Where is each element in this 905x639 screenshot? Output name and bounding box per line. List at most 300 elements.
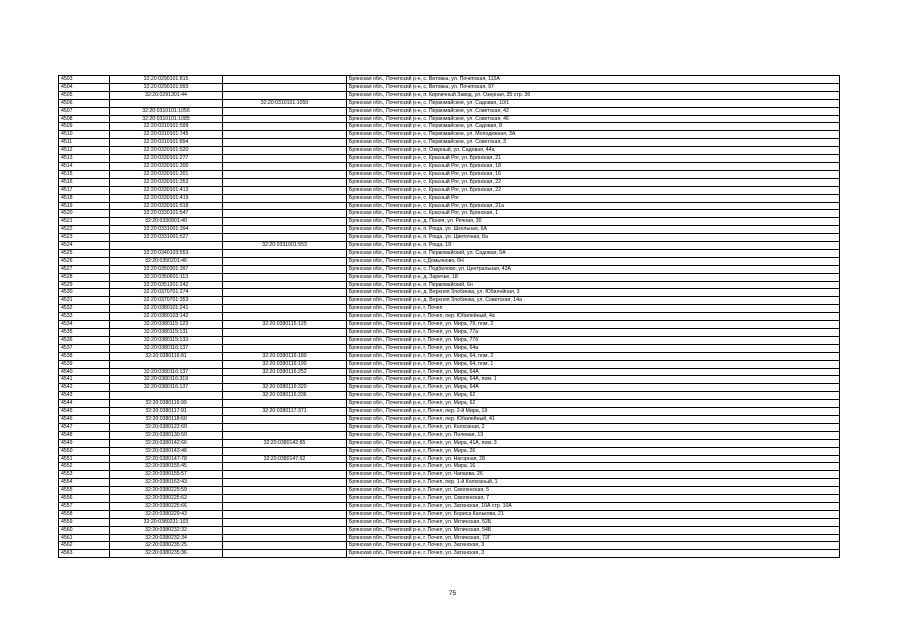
row-number-cell: 4552 bbox=[59, 463, 110, 471]
row-number-cell: 4503 bbox=[59, 76, 110, 84]
cadastral-number-cell: 32:20:0380130:50 bbox=[110, 431, 223, 439]
table-row bbox=[59, 518, 840, 526]
row-number-cell: 4529 bbox=[59, 281, 110, 289]
row-number-cell: 4506 bbox=[59, 99, 110, 107]
table-row bbox=[59, 226, 840, 234]
related-cadastral-number-cell bbox=[223, 281, 347, 289]
table-row bbox=[59, 542, 840, 550]
address-cell: Брянская обл., Почепский р-н, д. Поняя, ул. Речная, 30 bbox=[347, 218, 840, 226]
address-cell: Брянская обл., Почепский р-н, г. Почеп, пер. 2-й Мира, 19 bbox=[347, 408, 840, 416]
address-cell: Брянская обл., Почепский р-н, с. Красный Рог bbox=[347, 194, 840, 202]
row-number-cell: 4547 bbox=[59, 423, 110, 431]
related-cadastral-number-cell bbox=[223, 415, 347, 423]
table-row bbox=[59, 455, 840, 463]
related-cadastral-number-cell bbox=[223, 471, 347, 479]
cadastral-number-cell: 32:20:0380122:60 bbox=[110, 423, 223, 431]
table-row bbox=[59, 384, 840, 392]
row-number-cell: 4512 bbox=[59, 147, 110, 155]
address-cell: Брянская обл., Почепский р-н, г. Почеп, ул. Нагорная, 28 bbox=[347, 455, 840, 463]
related-cadastral-number-cell bbox=[223, 162, 347, 170]
table-row bbox=[59, 479, 840, 487]
cadastral-number-cell: 32:20:0310101:1056 bbox=[110, 107, 223, 115]
table-row bbox=[59, 131, 840, 139]
related-cadastral-number-cell bbox=[223, 194, 347, 202]
address-cell: Брянская обл., Почепский р-н, г. Почеп, ул. Мира, 64А, пом. 1 bbox=[347, 376, 840, 384]
table-row bbox=[59, 550, 840, 558]
cadastral-number-cell: 32:20:0370701:274 bbox=[110, 289, 223, 297]
related-cadastral-number-cell bbox=[223, 526, 347, 534]
table-row bbox=[59, 495, 840, 503]
related-cadastral-number-cell bbox=[223, 91, 347, 99]
table-row bbox=[59, 336, 840, 344]
row-number-cell: 4556 bbox=[59, 495, 110, 503]
related-cadastral-number-cell bbox=[223, 139, 347, 147]
table-row bbox=[59, 265, 840, 273]
address-cell: Брянская обл., Почепский р-н, г. Почеп, ул. Полевая, 13 bbox=[347, 431, 840, 439]
table-row bbox=[59, 415, 840, 423]
row-number-cell: 4559 bbox=[59, 518, 110, 526]
table-row bbox=[59, 534, 840, 542]
address-cell: Брянская обл., Почепский р-н, г. Почеп, ул. Колхозная, 2 bbox=[347, 423, 840, 431]
related-cadastral-number-cell: 32:20:0331001:553 bbox=[223, 242, 347, 250]
page-number: 75 bbox=[448, 590, 457, 597]
table-row bbox=[59, 194, 840, 202]
related-cadastral-number-cell: 32:20:0380116:336 bbox=[223, 392, 347, 400]
row-number-cell: 4514 bbox=[59, 162, 110, 170]
related-cadastral-number-cell: 32:20:0380142:85 bbox=[223, 439, 347, 447]
cadastral-number-cell: 32:20:0330101:301 bbox=[110, 170, 223, 178]
address-cell: Брянская обл., Почепский р-н, с. Первомайское, ул. Садовая, 10/1 bbox=[347, 99, 840, 107]
cadastral-number-cell: 32:20:0350601:113 bbox=[110, 273, 223, 281]
row-number-cell: 4540 bbox=[59, 368, 110, 376]
table-row bbox=[59, 234, 840, 242]
cadastral-number-cell: 32:20:0380147:78 bbox=[110, 455, 223, 463]
row-number-cell: 4561 bbox=[59, 534, 110, 542]
row-number-cell: 4548 bbox=[59, 431, 110, 439]
related-cadastral-number-cell: 32:20:0310101:1050 bbox=[223, 99, 347, 107]
row-number-cell: 4550 bbox=[59, 447, 110, 455]
table-row bbox=[59, 289, 840, 297]
related-cadastral-number-cell bbox=[223, 487, 347, 495]
row-number-cell: 4516 bbox=[59, 178, 110, 186]
related-cadastral-number-cell: 32:20:0380116:320 bbox=[223, 384, 347, 392]
cadastral-number-cell: 32:20:0330101:419 bbox=[110, 194, 223, 202]
table-row bbox=[59, 447, 840, 455]
row-number-cell: 4525 bbox=[59, 249, 110, 257]
row-number-cell: 4519 bbox=[59, 202, 110, 210]
cadastral-number-cell bbox=[110, 99, 223, 107]
address-cell: Брянская обл., Почепский р-н, с. Первомайское, ул. Советская, 42 bbox=[347, 107, 840, 115]
address-cell: Брянская обл., Почепский р-н, п. Роща, 19 bbox=[347, 242, 840, 250]
address-cell: Брянская обл., Почепский р-н, г. Почеп, пер. 1-й Колхозный, 1 bbox=[347, 479, 840, 487]
related-cadastral-number-cell: 32:20:0380117:371 bbox=[223, 408, 347, 416]
cadastral-number-cell: 32:20:0380118:60 bbox=[110, 415, 223, 423]
table-row bbox=[59, 281, 840, 289]
related-cadastral-number-cell bbox=[223, 313, 347, 321]
related-cadastral-number-cell: 32:20:0380116:252 bbox=[223, 368, 347, 376]
address-cell: Брянская обл., Почепский р-н, с. Красный Рог, ул. Брянская, 18 bbox=[347, 162, 840, 170]
cadastral-number-cell: 32:20:0290101:993 bbox=[110, 83, 223, 91]
cadastral-number-cell: 32:20:0380229:43 bbox=[110, 510, 223, 518]
address-cell: Брянская обл., Почепский р-н, с.Домьяново, 6Н bbox=[347, 257, 840, 265]
related-cadastral-number-cell bbox=[223, 131, 347, 139]
related-cadastral-number-cell bbox=[223, 210, 347, 218]
row-number-cell: 4521 bbox=[59, 218, 110, 226]
cadastral-number-cell: 32:20:0310101:894 bbox=[110, 139, 223, 147]
cadastral-number-cell: 32:20:0380143:48 bbox=[110, 447, 223, 455]
address-cell: Брянская обл., Почепский р-н, с. Красный Рог, ул. Брянская, 1 bbox=[347, 210, 840, 218]
cadastral-number-cell: 32:20:0330101:353 bbox=[110, 178, 223, 186]
table-row bbox=[59, 107, 840, 115]
cadastral-number-cell: 32:20:0380225:66 bbox=[110, 502, 223, 510]
cadastral-number-cell: 32:20:0380155:45 bbox=[110, 463, 223, 471]
related-cadastral-number-cell bbox=[223, 550, 347, 558]
cadastral-number-cell: 32:20:0320101:520 bbox=[110, 147, 223, 155]
cadastral-number-cell: 32:20:0330901:40 bbox=[110, 218, 223, 226]
row-number-cell: 4511 bbox=[59, 139, 110, 147]
cadastral-number-cell: 32:20:0310101:745 bbox=[110, 131, 223, 139]
related-cadastral-number-cell bbox=[223, 542, 347, 550]
address-cell: Брянская обл., Почепский р-н, г. Почеп, ул. Мира, 64, пом. 2 bbox=[347, 352, 840, 360]
row-number-cell: 4553 bbox=[59, 471, 110, 479]
row-number-cell: 4535 bbox=[59, 329, 110, 337]
row-number-cell: 4558 bbox=[59, 510, 110, 518]
related-cadastral-number-cell bbox=[223, 376, 347, 384]
address-cell: Брянская обл., Почепский р-н, г. Почеп, ул. Бориса Калькова, 21 bbox=[347, 510, 840, 518]
address-cell: Брянская обл., Почепский р-н, с. Витовка, ул. Почепская, 115А bbox=[347, 76, 840, 84]
address-cell: Брянская обл., Почепский р-н, с. Красный Рог, ул. Брянская, 22 bbox=[347, 178, 840, 186]
cadastral-number-cell: 32:20:0330101:277 bbox=[110, 155, 223, 163]
cadastral-number-cell: 32:20:0330101:413 bbox=[110, 186, 223, 194]
address-cell: Брянская обл., Почепский р-н, д. Верхняя Злобинка, ул. Советская, 14а bbox=[347, 297, 840, 305]
related-cadastral-number-cell bbox=[223, 83, 347, 91]
table-row bbox=[59, 155, 840, 163]
table-row bbox=[59, 273, 840, 281]
related-cadastral-number-cell bbox=[223, 273, 347, 281]
address-cell: Брянская обл., Почепский р-н, г. Почеп, ул. Мира, 62 bbox=[347, 392, 840, 400]
address-cell: Брянская обл., Почепский р-н, п. Первомайский, ул. Садовая, 5А bbox=[347, 249, 840, 257]
address-cell: Брянская обл., Почепский р-н, г. Почеп, ул. Мира, 64А bbox=[347, 384, 840, 392]
cadastral-number-cell bbox=[110, 360, 223, 368]
row-number-cell: 4522 bbox=[59, 226, 110, 234]
address-cell: Брянская обл., Почепский р-н, г. Почеп, ул. Затинская, 10А стр. 10А bbox=[347, 502, 840, 510]
cadastral-number-cell: 32:20:0351201:242 bbox=[110, 281, 223, 289]
row-number-cell: 4523 bbox=[59, 234, 110, 242]
related-cadastral-number-cell bbox=[223, 495, 347, 503]
address-cell: Брянская обл., Почепский р-н, с. Первомайское, ул. Молодежная, 3А bbox=[347, 131, 840, 139]
address-cell: Брянская обл., Почепский р-н, п. Роща, ул. Цветочная, 8а bbox=[347, 234, 840, 242]
table-row bbox=[59, 329, 840, 337]
address-cell: Брянская обл., Почепский р-н, г. Почеп bbox=[347, 305, 840, 313]
address-cell: Брянская обл., Почепский р-н, г. Почеп, ул. Смоленская, 7 bbox=[347, 495, 840, 503]
related-cadastral-number-cell bbox=[223, 115, 347, 123]
related-cadastral-number-cell bbox=[223, 76, 347, 84]
related-cadastral-number-cell bbox=[223, 257, 347, 265]
related-cadastral-number-cell bbox=[223, 178, 347, 186]
related-cadastral-number-cell bbox=[223, 155, 347, 163]
cadastral-number-cell: 32:20:0380116:99 bbox=[110, 400, 223, 408]
related-cadastral-number-cell bbox=[223, 305, 347, 313]
table-row bbox=[59, 297, 840, 305]
cadastral-number-cell: 32:20:0380116:319 bbox=[110, 376, 223, 384]
table-row bbox=[59, 352, 840, 360]
row-number-cell: 4505 bbox=[59, 91, 110, 99]
address-cell: Брянская обл., Почепский р-н, д. Заречье, 18 bbox=[347, 273, 840, 281]
related-cadastral-number-cell: 32:20:0380147:92 bbox=[223, 455, 347, 463]
table-row bbox=[59, 526, 840, 534]
cadastral-number-cell: 32:20:0380103:142 bbox=[110, 313, 223, 321]
related-cadastral-number-cell bbox=[223, 234, 347, 242]
address-cell: Брянская обл., Почепский р-н, г. Почеп, ул. Мира, 62 bbox=[347, 400, 840, 408]
related-cadastral-number-cell bbox=[223, 510, 347, 518]
related-cadastral-number-cell bbox=[223, 344, 347, 352]
cadastral-number-cell: 32:20:0330101:547 bbox=[110, 210, 223, 218]
address-cell: Брянская обл., Почепский р-н, п. Первомайский, 6н bbox=[347, 281, 840, 289]
cadastral-number-cell: 32:20:0380155:57 bbox=[110, 471, 223, 479]
table-row bbox=[59, 123, 840, 131]
cadastral-number-cell: 32:20:0380115:131 bbox=[110, 329, 223, 337]
table-row bbox=[59, 487, 840, 495]
row-number-cell: 4551 bbox=[59, 455, 110, 463]
row-number-cell: 4544 bbox=[59, 400, 110, 408]
cadastral-number-cell: 32:20:0290101:815 bbox=[110, 76, 223, 84]
cadastral-number-cell: 32:20:0331001:527 bbox=[110, 234, 223, 242]
table-row bbox=[59, 242, 840, 250]
row-number-cell: 4513 bbox=[59, 155, 110, 163]
address-cell: Брянская обл., Почепский р-н, с. Подбелово, ул. Центральная, 43А bbox=[347, 265, 840, 273]
address-cell: Брянская обл., Почепский р-н, г. Почеп, ул. Мира, 64, пом. 1 bbox=[347, 360, 840, 368]
row-number-cell: 4542 bbox=[59, 384, 110, 392]
cadastral-number-cell: 32:20:0380116:137 bbox=[110, 368, 223, 376]
cadastral-number-cell: 32:20:0380116:137 bbox=[110, 344, 223, 352]
cadastral-number-cell: 32:20:0380235:36 bbox=[110, 550, 223, 558]
table-row bbox=[59, 210, 840, 218]
table-row bbox=[59, 162, 840, 170]
address-cell: Брянская обл., Почепский р-н, г. Почеп, ул. Мира, 41А, пом. 3 bbox=[347, 439, 840, 447]
row-number-cell: 4536 bbox=[59, 336, 110, 344]
address-cell: Брянская обл., Почепский р-н, г. Почеп, ул. Мира, 16 bbox=[347, 463, 840, 471]
cadastral-number-cell: 32:20:0350301:397 bbox=[110, 265, 223, 273]
related-cadastral-number-cell bbox=[223, 336, 347, 344]
table-row bbox=[59, 321, 840, 329]
address-cell: Брянская обл., Почепский р-н, с. Витовка, ул. Почепская, 97 bbox=[347, 83, 840, 91]
table-row bbox=[59, 99, 840, 107]
table-row bbox=[59, 502, 840, 510]
address-cell: Брянская обл., Почепский р-н, г. Почеп, ул. Мглинская, 52Б bbox=[347, 518, 840, 526]
cadastral-number-cell: 32:20:0380115:123 bbox=[110, 321, 223, 329]
table-row bbox=[59, 376, 840, 384]
table-row bbox=[59, 360, 840, 368]
row-number-cell: 4545 bbox=[59, 408, 110, 416]
row-number-cell: 4562 bbox=[59, 542, 110, 550]
related-cadastral-number-cell: 32:20:0380115:125 bbox=[223, 321, 347, 329]
table-row bbox=[59, 249, 840, 257]
related-cadastral-number-cell bbox=[223, 534, 347, 542]
related-cadastral-number-cell bbox=[223, 107, 347, 115]
row-number-cell: 4518 bbox=[59, 194, 110, 202]
related-cadastral-number-cell bbox=[223, 226, 347, 234]
table-row bbox=[59, 431, 840, 439]
cadastral-number-cell: 32:20:0380232:32 bbox=[110, 526, 223, 534]
address-cell: Брянская обл., Почепский р-н, с. Красный Рог, ул. Брянская, 21а bbox=[347, 202, 840, 210]
table-row bbox=[59, 439, 840, 447]
table-row bbox=[59, 257, 840, 265]
cadastral-number-cell: 32:20:0291301:44 bbox=[110, 91, 223, 99]
address-cell: Брянская обл., Почепский р-н, г. Почеп, ул. Затинская, 3 bbox=[347, 542, 840, 550]
row-number-cell: 4531 bbox=[59, 297, 110, 305]
address-cell: Брянская обл., Почепский р-н, г. Почеп, ул. Мира, 26 bbox=[347, 447, 840, 455]
row-number-cell: 4517 bbox=[59, 186, 110, 194]
address-cell: Брянская обл., Почепский р-н, с. Первомайское, ул. Садовая, 8 bbox=[347, 123, 840, 131]
table-row bbox=[59, 76, 840, 84]
address-cell: Брянская обл., Почепский р-н, г. Почеп, ул. Затинская, 3 bbox=[347, 550, 840, 558]
related-cadastral-number-cell bbox=[223, 218, 347, 226]
address-cell: Брянская обл., Почепский р-н, г. Почеп, ул. Мглинская, 54Б bbox=[347, 526, 840, 534]
address-cell: Брянская обл., Почепский р-н, с. Первомайское, ул. Советская, 3 bbox=[347, 139, 840, 147]
row-number-cell: 4515 bbox=[59, 170, 110, 178]
row-number-cell: 4560 bbox=[59, 526, 110, 534]
address-cell: Брянская обл., Почепский р-н, п. Роща, ул. Школьная, 6А bbox=[347, 226, 840, 234]
related-cadastral-number-cell bbox=[223, 423, 347, 431]
row-number-cell: 4538 bbox=[59, 352, 110, 360]
cadastral-number-cell: 32:20:0380101:241 bbox=[110, 305, 223, 313]
related-cadastral-number-cell bbox=[223, 502, 347, 510]
related-cadastral-number-cell bbox=[223, 447, 347, 455]
row-number-cell: 4504 bbox=[59, 83, 110, 91]
table-row bbox=[59, 305, 840, 313]
cadastral-number-cell: 32:20:0380225:59 bbox=[110, 487, 223, 495]
address-cell: Брянская обл., Почепский р-н, п. Озерный, ул. Садовая, 44а bbox=[347, 147, 840, 155]
table-row bbox=[59, 400, 840, 408]
table-row bbox=[59, 408, 840, 416]
cadastral-number-cell: 32:20:0310101:599 bbox=[110, 123, 223, 131]
table-row bbox=[59, 139, 840, 147]
table-row bbox=[59, 423, 840, 431]
address-cell: Брянская обл., Почепский р-н, г. Почеп, ул. Чапаева, 26 bbox=[347, 471, 840, 479]
table-row bbox=[59, 471, 840, 479]
cadastral-number-cell: 32:20:0340103:553 bbox=[110, 249, 223, 257]
related-cadastral-number-cell bbox=[223, 479, 347, 487]
address-cell: Брянская обл., Почепский р-н, с. Красный Рог, ул. Брянская, 16 bbox=[347, 170, 840, 178]
row-number-cell: 4528 bbox=[59, 273, 110, 281]
cadastral-number-cell: 32:20:0370701:353 bbox=[110, 297, 223, 305]
address-cell: Брянская обл., Почепский р-н, д. Верхняя Злобинка, ул. Юбилейная, 3 bbox=[347, 289, 840, 297]
table-row bbox=[59, 392, 840, 400]
address-cell: Брянская обл., Почепский р-н, г. Почеп, ул. Мглинская, 72Г bbox=[347, 534, 840, 542]
related-cadastral-number-cell: 32:20:0380116:189 bbox=[223, 352, 347, 360]
row-number-cell: 4555 bbox=[59, 487, 110, 495]
related-cadastral-number-cell bbox=[223, 518, 347, 526]
row-number-cell: 4549 bbox=[59, 439, 110, 447]
cadastral-number-cell: 32:20:0380116:81 bbox=[110, 352, 223, 360]
related-cadastral-number-cell bbox=[223, 329, 347, 337]
address-cell: Брянская обл., Почепский р-н, г. Почеп, пер. Юбилейный, 4а bbox=[347, 313, 840, 321]
row-number-cell: 4546 bbox=[59, 415, 110, 423]
related-cadastral-number-cell bbox=[223, 186, 347, 194]
row-number-cell: 4543 bbox=[59, 392, 110, 400]
cadastral-number-cell: 32:20:0331001:394 bbox=[110, 226, 223, 234]
row-number-cell: 4563 bbox=[59, 550, 110, 558]
address-cell: Брянская обл., Почепский р-н, г. Почеп, ул. Мира, 79, пом. 2 bbox=[347, 321, 840, 329]
table-row bbox=[59, 186, 840, 194]
table-row bbox=[59, 147, 840, 155]
row-number-cell: 4554 bbox=[59, 479, 110, 487]
table-row bbox=[59, 510, 840, 518]
table-row bbox=[59, 202, 840, 210]
related-cadastral-number-cell bbox=[223, 202, 347, 210]
table-row bbox=[59, 83, 840, 91]
cadastral-number-cell: 32:20:0330101:518 bbox=[110, 202, 223, 210]
related-cadastral-number-cell bbox=[223, 400, 347, 408]
related-cadastral-number-cell bbox=[223, 123, 347, 131]
row-number-cell: 4520 bbox=[59, 210, 110, 218]
table-row bbox=[59, 91, 840, 99]
table-row bbox=[59, 344, 840, 352]
cadastral-number-cell: 32:20:0380225:62 bbox=[110, 495, 223, 503]
cadastral-number-cell: 32:20:0380235:25 bbox=[110, 542, 223, 550]
address-cell: Брянская обл., Почепский р-н, с. Первомайское, ул. Советская, 46 bbox=[347, 115, 840, 123]
row-number-cell: 4541 bbox=[59, 376, 110, 384]
row-number-cell: 4533 bbox=[59, 313, 110, 321]
row-number-cell: 4510 bbox=[59, 131, 110, 139]
related-cadastral-number-cell: 32:20:0380116:190 bbox=[223, 360, 347, 368]
related-cadastral-number-cell bbox=[223, 297, 347, 305]
address-cell: Брянская обл., Почепский р-н, г. Почеп, ул. Мира, 64а bbox=[347, 344, 840, 352]
address-cell: Брянская обл., Почепский р-н, с. Красный Рог, ул. Брянская, 22 bbox=[347, 186, 840, 194]
row-number-cell: 4537 bbox=[59, 344, 110, 352]
table-row bbox=[59, 368, 840, 376]
cadastral-number-cell: 32:20:0380163:43 bbox=[110, 479, 223, 487]
table-row bbox=[59, 218, 840, 226]
related-cadastral-number-cell bbox=[223, 463, 347, 471]
row-number-cell: 4524 bbox=[59, 242, 110, 250]
cadastral-number-cell: 32:20:0350201:46 bbox=[110, 257, 223, 265]
cadastral-number-cell bbox=[110, 392, 223, 400]
address-cell: Брянская обл., Почепский р-н, г. Почеп, ул. Мира, 77б bbox=[347, 336, 840, 344]
address-cell: Брянская обл., Почепский р-н, с. Красный Рог, ул. Брянская, 21 bbox=[347, 155, 840, 163]
row-number-cell: 4530 bbox=[59, 289, 110, 297]
cadastral-number-cell: 32:20:0380232:34 bbox=[110, 534, 223, 542]
cadastral-number-cell: 32:20:0380115:133 bbox=[110, 336, 223, 344]
cadastral-number-cell: 32:20:0380142:66 bbox=[110, 439, 223, 447]
table-row bbox=[59, 170, 840, 178]
table-row bbox=[59, 178, 840, 186]
related-cadastral-number-cell bbox=[223, 147, 347, 155]
address-cell: Брянская обл., Почепский р-н, г. Почеп, ул. Мира, 64А bbox=[347, 368, 840, 376]
table-row bbox=[59, 313, 840, 321]
cadastral-number-cell: 32:20:0380117:91 bbox=[110, 408, 223, 416]
row-number-cell: 4507 bbox=[59, 107, 110, 115]
row-number-cell: 4527 bbox=[59, 265, 110, 273]
row-number-cell: 4532 bbox=[59, 305, 110, 313]
cadastral-number-cell: 32:20:0310101:1085 bbox=[110, 115, 223, 123]
cadastral-number-cell: 32:20:0380231:103 bbox=[110, 518, 223, 526]
row-number-cell: 4557 bbox=[59, 502, 110, 510]
address-cell: Брянская обл., Почепский р-н, г. Почеп, пер. Юбилейный, 41 bbox=[347, 415, 840, 423]
cadastral-number-cell: 32:20:0330101:300 bbox=[110, 162, 223, 170]
address-cell: Брянская обл., Почепский р-н, п. Кирпичный Завод, ул. Озерная, 35 стр. 36 bbox=[347, 91, 840, 99]
related-cadastral-number-cell bbox=[223, 431, 347, 439]
address-cell: Брянская обл., Почепский р-н, г. Почеп, ул. Мира, 77а bbox=[347, 329, 840, 337]
related-cadastral-number-cell bbox=[223, 289, 347, 297]
row-number-cell: 4539 bbox=[59, 360, 110, 368]
property-register-table bbox=[58, 75, 840, 558]
row-number-cell: 4509 bbox=[59, 123, 110, 131]
related-cadastral-number-cell bbox=[223, 249, 347, 257]
related-cadastral-number-cell bbox=[223, 265, 347, 273]
address-cell: Брянская обл., Почепский р-н, г. Почеп, ул. Смоленская, 5 bbox=[347, 487, 840, 495]
cadastral-number-cell bbox=[110, 242, 223, 250]
